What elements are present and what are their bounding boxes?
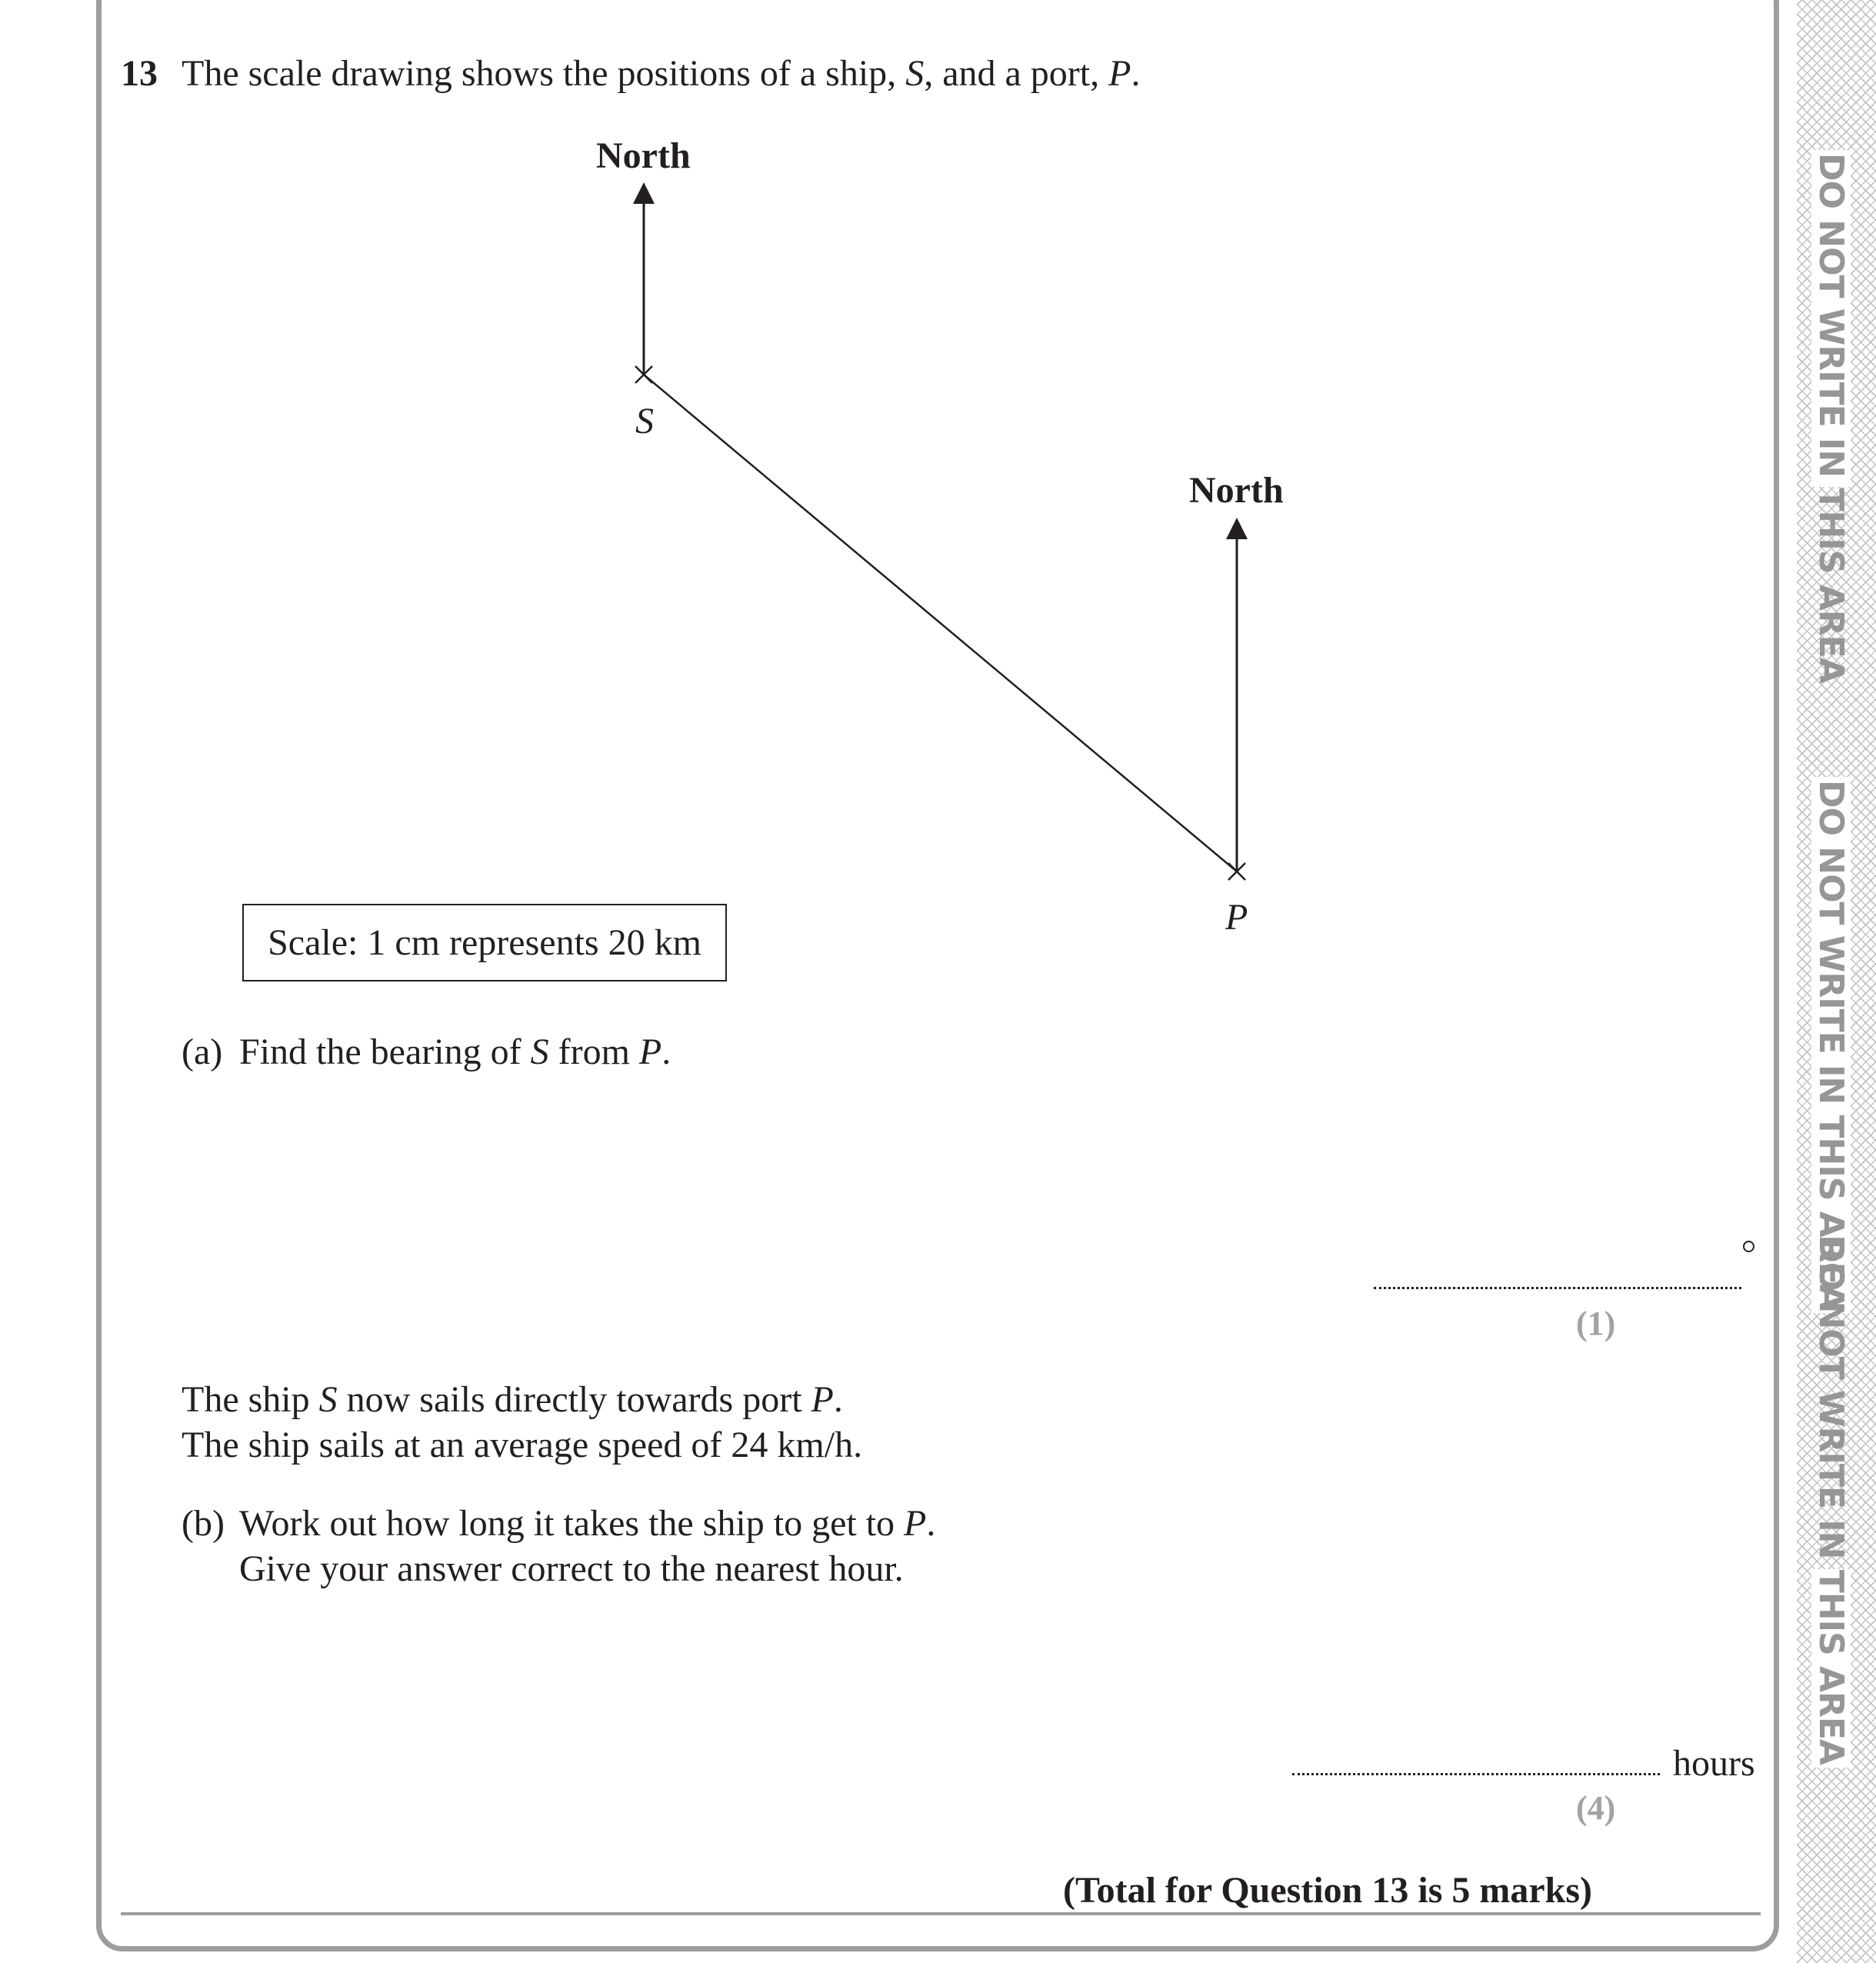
degree-symbol bbox=[1743, 1241, 1754, 1252]
point-p-label: P bbox=[1225, 897, 1248, 938]
answer-line-b[interactable] bbox=[1292, 1773, 1660, 1775]
bottom-rule bbox=[121, 1912, 1761, 1915]
north-label-s: North bbox=[596, 135, 691, 176]
question-number: 13 bbox=[121, 53, 158, 94]
scale-text: Scale: 1 cm represents 20 km bbox=[268, 922, 701, 963]
point-s-label: S bbox=[635, 401, 654, 442]
marks-a: (1) bbox=[1576, 1305, 1616, 1342]
part-a-question: Find the bearing of S from P. bbox=[239, 1031, 671, 1072]
answer-line-a[interactable] bbox=[1374, 1287, 1741, 1289]
margin-warning: DO NOT WRITE IN THIS AREA bbox=[1811, 777, 1851, 1313]
scale-box bbox=[242, 904, 727, 982]
info-line-2: The ship sails at an average speed of 24 km/h. bbox=[182, 1425, 863, 1465]
part-b-question-line-2: Give your answer correct to the nearest hour. bbox=[239, 1548, 904, 1589]
north-arrowhead-p bbox=[1226, 518, 1248, 539]
total-marks: (Total for Question 13 is 5 marks) bbox=[1063, 1870, 1593, 1911]
margin-warning bbox=[1811, 1569, 1851, 1768]
part-b-question-line-1: Work out how long it takes the ship to get to P. bbox=[239, 1503, 936, 1544]
part-a-label: (a) bbox=[182, 1031, 223, 1072]
ship-port-line bbox=[644, 375, 1237, 872]
margin-warning: DO NOT WRITE IN THIS AREA bbox=[1811, 150, 1851, 487]
answer-unit-hours: hours bbox=[1673, 1743, 1755, 1784]
part-b-label: (b) bbox=[182, 1503, 225, 1544]
north-label-p: North bbox=[1189, 470, 1284, 511]
info-line-1: The ship S now sails directly towards port P. bbox=[182, 1379, 843, 1420]
question-stem: The scale drawing shows the positions of a ship, S, and a port, P. bbox=[182, 53, 1141, 94]
marks-b: (4) bbox=[1576, 1789, 1616, 1827]
north-arrowhead-s bbox=[633, 182, 655, 204]
